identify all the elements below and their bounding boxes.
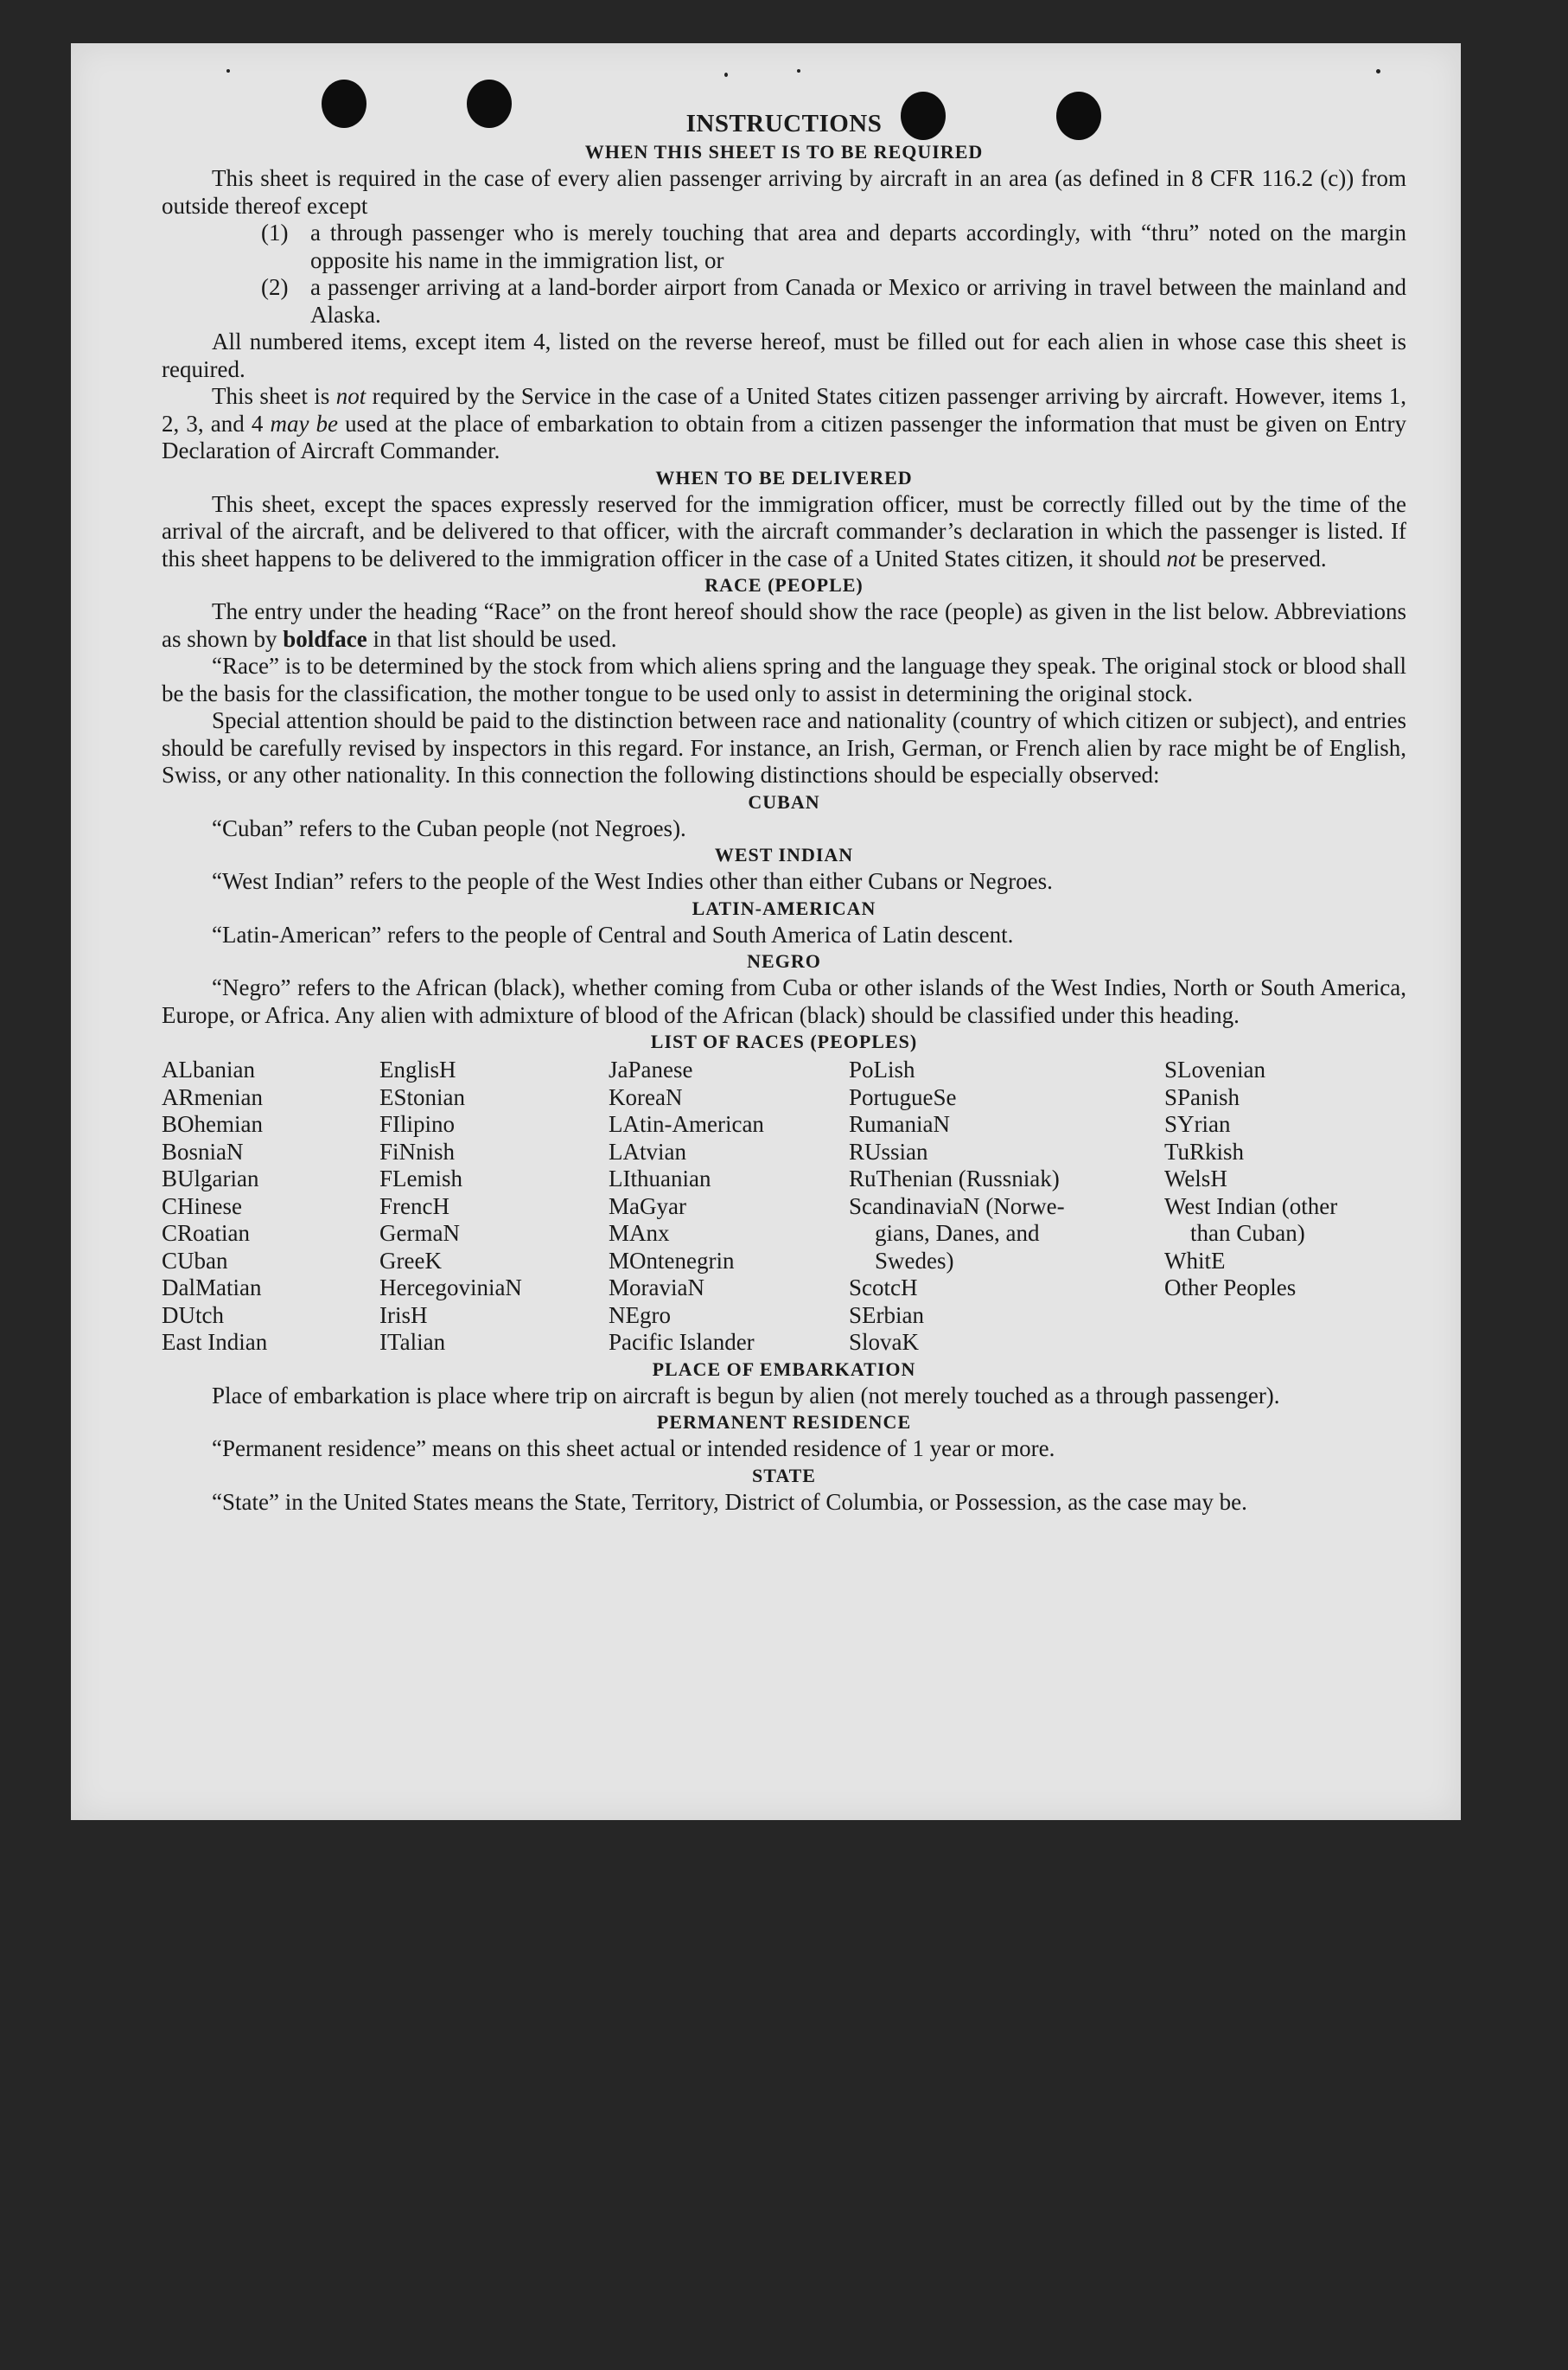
text-run: be preserved. bbox=[1195, 545, 1327, 572]
races-list bbox=[162, 1057, 1406, 1357]
race-entry: FIlipino bbox=[379, 1111, 456, 1137]
race-entry: SYrian bbox=[1164, 1111, 1231, 1137]
heading-place-of-embarkation: PLACE OF EMBARKATION bbox=[652, 1357, 916, 1380]
race-entry: CRoatian bbox=[162, 1220, 250, 1246]
race-entry: MAnx bbox=[609, 1220, 670, 1246]
race-entry: HercegoviniaN bbox=[379, 1274, 522, 1300]
race-entry: LAtin-American bbox=[609, 1111, 764, 1137]
race-entry: Swedes) bbox=[875, 1247, 954, 1274]
race-entry: WhitE bbox=[1164, 1247, 1226, 1274]
race-entry: East Indian bbox=[162, 1329, 268, 1355]
text-run: This sheet, except the spaces expressly reserved for the immigration officer, must be correctly filled out by the time of the arrival of the aircraft, and be delivered to that officer, with the aircraft commander’s declaration in which the passenger is listed. If this sheet happens to be delivered to the immigration officer in the case of a United States citizen, it should bbox=[162, 490, 1406, 572]
race-entry: than Cuban) bbox=[1190, 1220, 1305, 1246]
heading-when-required: WHEN THIS SHEET IS TO BE REQUIRED bbox=[584, 141, 984, 163]
paragraph: “State” in the United States means the State, Territory, District of Columbia, or Possession, as the case may be. bbox=[212, 1488, 1247, 1515]
paragraph: “Race” is to be determined by the stock from which aliens spring and the language they speak. The original stock or blood shall be the basis for the classification, the mother tongue to be used only to assist in determining the original stock. bbox=[162, 653, 1406, 706]
race-entry: West Indian (other bbox=[1164, 1192, 1338, 1219]
text-run: The entry under the heading “Race” on the front hereof should show the race (people) as given in the list below. Abbreviations as shown by bbox=[162, 598, 1406, 652]
heading-state: STATE bbox=[752, 1464, 816, 1486]
race-entry: RUssian bbox=[849, 1138, 928, 1165]
paragraph: This sheet is required in the case of every alien passenger arriving by aircraft in an area (as defined in 8 CFR 116.2 (c)) from outside thereof except bbox=[162, 165, 1406, 219]
race-entry: TuRkish bbox=[1164, 1138, 1245, 1165]
race-entry: gians, Danes, and bbox=[875, 1220, 1040, 1246]
page-title: INSTRUCTIONS bbox=[685, 110, 883, 137]
race-entry: CHinese bbox=[162, 1192, 242, 1219]
race-entry: WelsH bbox=[1164, 1166, 1227, 1191]
race-entry: Pacific Islander bbox=[609, 1329, 755, 1355]
races-column bbox=[379, 1057, 609, 1357]
paragraph: All numbered items, except item 4, listed on the reverse hereof, must be filled out for each alien in whose case this sheet is required. bbox=[162, 329, 1406, 382]
instructions-text bbox=[162, 108, 1406, 1516]
race-entry: SLovenian bbox=[1164, 1057, 1265, 1083]
race-entry: PortugueSe bbox=[849, 1083, 957, 1110]
race-entry: MOntenegrin bbox=[609, 1247, 735, 1274]
race-entry: KoreaN bbox=[609, 1083, 683, 1110]
race-entry: DalMatian bbox=[162, 1274, 262, 1300]
paragraph bbox=[162, 598, 1406, 653]
race-entry: GermaN bbox=[379, 1220, 460, 1246]
document-sheet bbox=[71, 43, 1461, 1820]
item-text: a passenger arriving at a land-border airport from Canada or Mexico or arriving in travel between the mainland and Alaska. bbox=[310, 274, 1406, 328]
paragraph: Special attention should be paid to the distinction between race and nationality (country of which citizen or subject), and entries should be carefully revised by inspectors in this regard. For instance, an Irish, German, or French alien by race might be of English, Swiss, or any other nationality. In this connection the following distinctions should be especially observed: bbox=[162, 707, 1406, 788]
race-entry: JaPanese bbox=[609, 1057, 693, 1083]
emphasis: not bbox=[335, 383, 367, 409]
text-run: in that list should be used. bbox=[367, 625, 617, 652]
paragraph: “Negro” refers to the African (black), whether coming from Cuba or other islands of the West Indies, North or South America, Europe, or Africa. Any alien with admixture of blood of the African (black) should be classified under this heading. bbox=[162, 974, 1406, 1028]
race-entry: Other Peoples bbox=[1164, 1274, 1297, 1300]
race-entry: SPanish bbox=[1164, 1083, 1240, 1110]
race-entry: RuThenian (Russniak) bbox=[849, 1166, 1060, 1191]
race-entry: GreeK bbox=[379, 1247, 442, 1274]
paragraph bbox=[162, 491, 1406, 573]
heading-west-indian: WEST INDIAN bbox=[714, 844, 854, 866]
race-entry: SlovaK bbox=[849, 1329, 919, 1355]
speck bbox=[797, 69, 800, 73]
heading-permanent-residence: PERMANENT RESIDENCE bbox=[656, 1411, 912, 1433]
race-entry: ScandinaviaN (Norwe- bbox=[849, 1192, 1065, 1219]
heading-when-delivered: WHEN TO BE DELIVERED bbox=[655, 466, 913, 489]
paragraph: Place of embarkation is place where trip on aircraft is begun by alien (not merely touched as a through passenger). bbox=[212, 1382, 1280, 1409]
race-entry: RumaniaN bbox=[849, 1111, 950, 1137]
exception-item bbox=[162, 274, 1406, 329]
heading-list-of-races: LIST OF RACES (PEOPLES) bbox=[650, 1031, 918, 1052]
paragraph: “Permanent residence” means on this sheet actual or intended residence of 1 year or more. bbox=[212, 1435, 1055, 1461]
paragraph: “Latin-American” refers to the people of Central and South America of Latin descent. bbox=[212, 921, 1014, 948]
race-entry: CUban bbox=[162, 1247, 228, 1274]
race-entry: ScotcH bbox=[849, 1274, 918, 1300]
race-entry: DUtch bbox=[162, 1301, 224, 1328]
item-text: a through passenger who is merely touching that area and departs accordingly, with “thru” noted on the margin opposite his name in the immigration list, or bbox=[310, 220, 1406, 273]
paragraph: “Cuban” refers to the Cuban people (not Negroes). bbox=[212, 814, 686, 841]
text-run: used at the place of embarkation to obtain from a citizen passenger the information that must be given on Entry Declaration of Aircraft Commander. bbox=[162, 410, 1407, 463]
races-column bbox=[162, 1057, 379, 1357]
races-column bbox=[849, 1057, 1164, 1357]
race-entry: LIthuanian bbox=[609, 1166, 711, 1191]
speck bbox=[226, 69, 230, 73]
emphasis: not bbox=[1166, 545, 1196, 572]
item-number: (1) bbox=[261, 220, 289, 246]
item-number: (2) bbox=[261, 274, 289, 300]
race-entry: ALbanian bbox=[162, 1057, 255, 1083]
races-column bbox=[1164, 1057, 1406, 1357]
race-entry: SErbian bbox=[849, 1301, 924, 1328]
race-entry: LAtvian bbox=[609, 1138, 686, 1165]
speck bbox=[724, 73, 728, 77]
race-entry: MaGyar bbox=[609, 1192, 686, 1219]
race-entry: BosniaN bbox=[162, 1138, 244, 1165]
paragraph bbox=[162, 383, 1406, 465]
heading-latin-american: LATIN-AMERICAN bbox=[692, 897, 876, 919]
speck bbox=[1376, 69, 1380, 73]
race-entry: EStonian bbox=[379, 1083, 465, 1110]
race-entry: FiNnish bbox=[379, 1138, 456, 1165]
paragraph: “West Indian” refers to the people of the West Indies other than either Cubans or Negroes. bbox=[212, 868, 1053, 894]
exception-item bbox=[162, 220, 1406, 274]
races-column bbox=[609, 1057, 849, 1357]
emphasis: may be bbox=[270, 410, 339, 437]
race-entry: FrencH bbox=[379, 1192, 449, 1219]
race-entry: BOhemian bbox=[162, 1111, 263, 1137]
race-entry: PoLish bbox=[849, 1057, 915, 1083]
race-entry: MoraviaN bbox=[609, 1274, 704, 1300]
race-entry: ARmenian bbox=[162, 1083, 263, 1110]
race-entry: NEgro bbox=[609, 1301, 671, 1328]
emphasis: boldface bbox=[283, 625, 367, 652]
race-entry: BUlgarian bbox=[162, 1166, 259, 1191]
race-entry: IrisH bbox=[379, 1301, 428, 1328]
race-entry: FLemish bbox=[379, 1166, 463, 1191]
heading-cuban: CUBAN bbox=[748, 790, 820, 813]
heading-race: RACE (PEOPLE) bbox=[704, 574, 864, 596]
race-entry: ITalian bbox=[379, 1329, 446, 1355]
race-entry: EnglisH bbox=[379, 1057, 456, 1083]
heading-negro: NEGRO bbox=[747, 950, 821, 972]
text-run: This sheet is bbox=[212, 383, 336, 409]
text-run: required by the Service in the case of a United States citizen passenger arriving by aircraft. However, items 1, 2, 3, and 4 bbox=[162, 383, 1406, 437]
